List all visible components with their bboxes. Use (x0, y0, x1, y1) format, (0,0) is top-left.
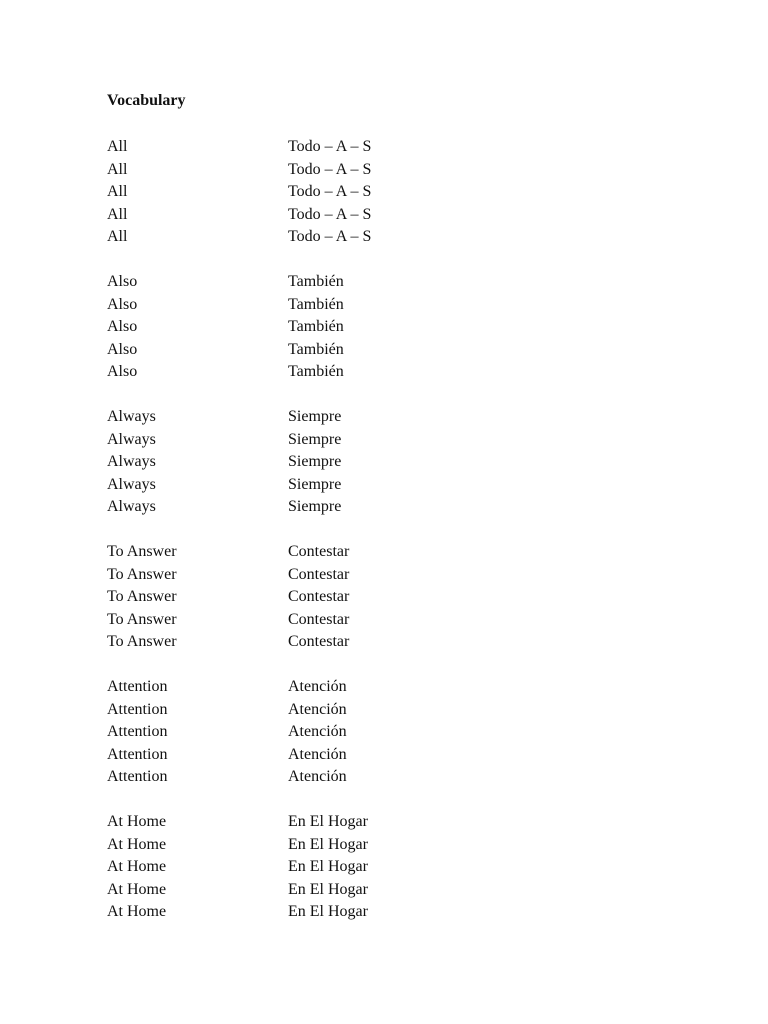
vocabulary-row (107, 474, 667, 497)
document-title: Vocabulary (107, 92, 186, 109)
vocabulary-row (107, 609, 667, 632)
english-term: Also (107, 295, 138, 313)
spanish-translation: Atención (288, 723, 347, 740)
english-term: To Answer (107, 610, 177, 628)
vocabulary-row (107, 699, 667, 722)
english-term: All (107, 205, 128, 223)
spanish-translation: Siempre (288, 475, 342, 493)
vocabulary-list (107, 136, 667, 946)
vocabulary-group (107, 271, 667, 384)
vocabulary-row (107, 744, 667, 767)
spanish-translation: Contestar (288, 610, 350, 628)
spanish-translation: Siempre (288, 430, 342, 448)
spanish-translation: Todo – A – S (288, 205, 372, 223)
spanish-translation: Atención (288, 700, 347, 718)
english-term: To Answer (107, 565, 177, 583)
vocabulary-row (107, 361, 667, 384)
english-term: Always (107, 430, 156, 448)
spanish-translation: Todo – A – S (288, 138, 372, 155)
spanish-translation: Contestar (288, 543, 350, 560)
vocabulary-row (107, 901, 667, 924)
spanish-translation: Todo – A – S (288, 183, 372, 200)
spanish-translation: También (288, 363, 344, 380)
english-term: Attention (107, 700, 168, 718)
vocabulary-row (107, 631, 667, 654)
spanish-translation: También (288, 318, 344, 335)
vocabulary-row (107, 856, 667, 879)
english-term: Attention (107, 768, 168, 785)
spanish-translation: En El Hogar (288, 880, 368, 898)
english-term: At Home (107, 858, 167, 875)
vocabulary-row (107, 271, 667, 294)
spanish-translation: Siempre (288, 498, 342, 515)
vocabulary-row (107, 204, 667, 227)
english-term: Attention (107, 745, 168, 763)
vocabulary-row (107, 294, 667, 317)
english-term: At Home (107, 835, 167, 853)
spanish-translation: En El Hogar (288, 835, 368, 853)
spanish-translation: En El Hogar (288, 903, 368, 920)
vocabulary-row (107, 586, 667, 609)
vocabulary-row (107, 451, 667, 474)
vocabulary-row (107, 834, 667, 857)
english-term: Always (107, 453, 156, 470)
spanish-translation: Atención (288, 745, 347, 763)
vocabulary-row (107, 181, 667, 204)
english-term: Also (107, 340, 138, 358)
vocabulary-row (107, 541, 667, 564)
vocabulary-row (107, 811, 667, 834)
vocabulary-row (107, 339, 667, 362)
english-term: To Answer (107, 588, 177, 605)
spanish-translation: Contestar (288, 633, 350, 650)
spanish-translation: También (288, 295, 344, 313)
vocabulary-group (107, 676, 667, 789)
spanish-translation: Siempre (288, 453, 342, 470)
english-term: All (107, 160, 128, 178)
spanish-translation: Todo – A – S (288, 160, 372, 178)
spanish-translation: Atención (288, 768, 347, 785)
english-term: To Answer (107, 633, 177, 650)
english-term: Attention (107, 678, 168, 695)
english-term: Also (107, 273, 138, 290)
vocabulary-row (107, 316, 667, 339)
vocabulary-row (107, 496, 667, 519)
english-term: Also (107, 318, 138, 335)
spanish-translation: Contestar (288, 588, 350, 605)
vocabulary-row (107, 676, 667, 699)
spanish-translation: En El Hogar (288, 858, 368, 875)
vocabulary-row (107, 226, 667, 249)
english-term: Always (107, 475, 156, 493)
english-term: To Answer (107, 543, 177, 560)
english-term: At Home (107, 813, 167, 830)
english-term: Always (107, 498, 156, 515)
english-term: Also (107, 363, 138, 380)
vocabulary-row (107, 879, 667, 902)
spanish-translation: Todo – A – S (288, 228, 372, 245)
english-term: All (107, 138, 128, 155)
spanish-translation: Siempre (288, 408, 342, 425)
spanish-translation: También (288, 273, 344, 290)
vocabulary-group (107, 406, 667, 519)
spanish-translation: También (288, 340, 344, 358)
vocabulary-row (107, 406, 667, 429)
english-term: All (107, 183, 128, 200)
spanish-translation: Atención (288, 678, 347, 695)
vocabulary-group (107, 136, 667, 249)
vocabulary-row (107, 564, 667, 587)
vocabulary-row (107, 721, 667, 744)
english-term: At Home (107, 880, 167, 898)
vocabulary-row (107, 159, 667, 182)
english-term: At Home (107, 903, 167, 920)
english-term: All (107, 228, 128, 245)
english-term: Attention (107, 723, 168, 740)
vocabulary-row (107, 429, 667, 452)
vocabulary-group (107, 541, 667, 654)
vocabulary-row (107, 766, 667, 789)
vocabulary-group (107, 811, 667, 924)
english-term: Always (107, 408, 156, 425)
vocabulary-row (107, 136, 667, 159)
spanish-translation: Contestar (288, 565, 350, 583)
spanish-translation: En El Hogar (288, 813, 368, 830)
